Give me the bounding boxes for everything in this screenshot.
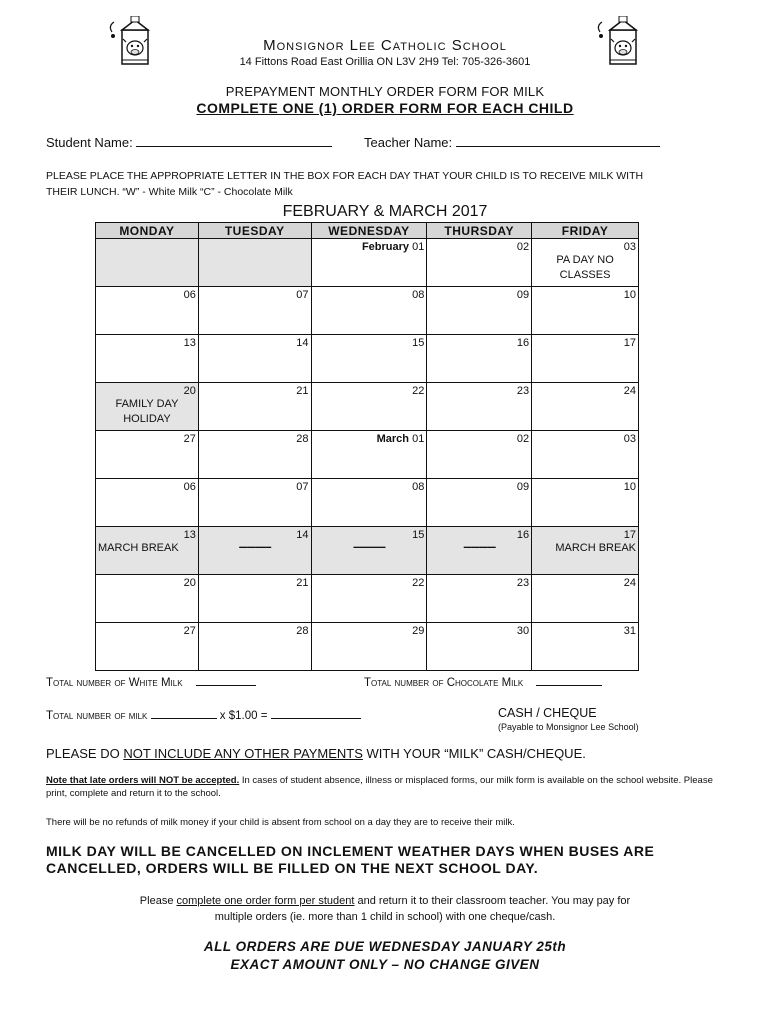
day-number: 08 [412,481,425,493]
calendar-day-cell[interactable] [96,479,199,527]
chocolate-milk-total-field[interactable] [536,673,602,686]
day-number: 02 [516,241,530,253]
form-title: PREPAYMENT MONTHLY ORDER FORM FOR MILK [225,84,545,99]
calendar-day-cell[interactable] [532,479,639,527]
price-label: x $1.00 = [219,710,268,722]
calendar-day-cell[interactable] [96,575,199,623]
late-orders-bold: Note that late orders will NOT be accepted. [46,775,240,786]
day-number: 10 [623,289,636,301]
day-number: 22 [412,385,425,397]
calendar-day-cell[interactable] [311,239,427,287]
day-number: 14 [296,337,309,349]
calendar-day-cell [532,239,639,287]
day-number: 15 [412,529,425,541]
day-number: 13 [183,529,196,541]
complete-pre: Please [139,895,177,907]
calendar-week [96,239,639,287]
late-orders-note [46,774,736,800]
day-number: 09 [516,481,530,493]
day-number: 31 [623,625,636,637]
day-number: 29 [412,625,425,637]
calendar-day-cell[interactable] [311,575,427,623]
march-break-dashes: ------------ [238,541,271,553]
calendar-week [96,575,639,623]
due-line1: ALL ORDERS ARE DUE WEDNESDAY JANUARY 25th [203,939,567,954]
day-number: 06 [183,289,196,301]
calendar-day-cell [427,527,532,575]
day-number: 07 [296,289,309,301]
payable-to: (Payable to Monsignor Lee School) [498,722,639,732]
white-milk-total-row [46,673,256,689]
calendar-week [96,479,639,527]
calendar-day-cell[interactable] [311,623,427,671]
calendar-day-cell[interactable] [532,335,639,383]
instructions [46,168,726,200]
day-number: 27 [183,625,196,637]
payment-method: CASH / CHEQUE [498,706,597,720]
month-label: March [376,433,410,445]
calendar-day-cell [532,527,639,575]
calendar-day-cell [198,239,311,287]
amount-field[interactable] [271,706,361,719]
march-break-dashes: ------------ [352,541,385,553]
day-number: 21 [296,385,309,397]
pa-day-note: PA DAY NO CLASSES [556,254,614,281]
day-number: 01 [412,433,425,445]
calendar-header-row [96,223,639,239]
day-number: 14 [296,529,309,541]
day-number: 20 [183,385,196,397]
day-number: 03 [623,241,636,253]
complete-form-line2: multiple orders (ie. more than 1 child in school) with one cheque/cash. [214,911,556,923]
chocolate-milk-total-label: Total number of Chocolate Milk [364,677,524,689]
calendar-week [96,431,639,479]
milk-total-field[interactable] [151,706,217,719]
calendar-day-cell[interactable] [96,623,199,671]
calendar-day-cell[interactable] [311,335,427,383]
calendar-day-cell[interactable] [427,575,532,623]
day-number: 10 [623,481,636,493]
day-number: 24 [623,385,636,397]
complete-post: and return it to their classroom teacher. You may pay for [354,895,631,907]
day-number: 07 [296,481,309,493]
teacher-name-label: Teacher Name: [364,135,453,150]
day-number: 30 [516,625,530,637]
calendar-day-cell[interactable] [311,479,427,527]
weather-warning: MILK DAY WILL BE CANCELLED ON INCLEMENT WEATHER DAYS WHEN BUSES ARE CANCELLED, ORDERS WILL BE FILLED ON THE NEXT SCHOOL DAY. [46,843,655,876]
calendar-day-cell[interactable] [96,287,199,335]
calendar-day-cell[interactable] [427,623,532,671]
student-name-field[interactable] [136,134,332,147]
march-break-note: MARCH BREAK [555,542,636,554]
calendar-week [96,287,639,335]
calendar-week [96,527,639,575]
march-break-dashes: ------------ [463,541,496,553]
day-number: 21 [296,577,309,589]
calendar-day-cell[interactable] [198,335,311,383]
calendar-day-cell[interactable] [96,431,199,479]
white-milk-total-label: Total number of White Milk [46,677,183,689]
calendar-day-cell[interactable] [96,335,199,383]
day-number: 28 [296,433,309,445]
calendar-day-cell[interactable] [311,431,427,479]
day-number: 23 [516,577,530,589]
calendar-day-cell [198,527,311,575]
day-number: 02 [516,433,530,445]
day-number: 20 [183,577,196,589]
day-header: TUESDAY [198,223,311,239]
milk-total-label: Total number of milk [46,710,148,722]
month-label: February [361,241,410,253]
calendar-day-cell[interactable] [532,575,639,623]
calendar-day-cell[interactable] [427,239,532,287]
day-number: 17 [623,529,636,541]
day-number: 27 [183,433,196,445]
other-payments-note [46,746,586,761]
instructions-line1: PLEASE PLACE THE APPROPRIATE LETTER IN THE BOX FOR EACH DAY THAT YOUR CHILD IS TO RECEIVE MILK WITH [46,170,644,182]
calendar-day-cell[interactable] [198,575,311,623]
calendar-day-cell[interactable] [532,383,639,431]
calendar-day-cell[interactable] [198,623,311,671]
chocolate-milk-total-row [364,673,602,689]
day-header: MONDAY [96,223,199,239]
teacher-name-field[interactable] [456,134,660,147]
other-payments-pre: PLEASE DO [46,746,124,761]
calendar-title: FEBRUARY & MARCH 2017 [282,203,488,220]
form-subtitle: COMPLETE ONE (1) ORDER FORM FOR EACH CHILD [196,100,574,116]
family-day-note: FAMILY DAY HOLIDAY [115,398,179,425]
calendar-day-cell[interactable] [532,287,639,335]
calendar-day-cell[interactable] [532,623,639,671]
order-calendar [95,222,639,671]
day-number: 06 [183,481,196,493]
day-number: 08 [412,289,425,301]
day-header: WEDNESDAY [311,223,427,239]
student-name-row [46,134,332,150]
calendar-day-cell[interactable] [532,431,639,479]
calendar-day-cell[interactable] [427,335,532,383]
day-number: 17 [623,337,636,349]
calendar-day-cell[interactable] [427,479,532,527]
day-header: FRIDAY [532,223,639,239]
white-milk-total-field[interactable] [196,673,256,686]
late-orders-rest: In cases of student absence, illness or misplaced forms, our milk form is available on the school website. Please print, complete and return it to the school. [46,775,713,799]
calendar-day-cell[interactable] [427,383,532,431]
milk-total-row [46,706,361,722]
day-number: 23 [516,385,530,397]
calendar-day-cell [96,527,199,575]
day-number: 24 [623,577,636,589]
day-number: 16 [516,529,530,541]
due-date-note [0,938,770,974]
day-number: 16 [516,337,530,349]
calendar-day-cell[interactable] [198,431,311,479]
day-number: 13 [183,337,196,349]
calendar-day-cell[interactable] [198,287,311,335]
school-name: Monsignor Lee Catholic School [263,37,507,54]
instructions-line2: THEIR LUNCH. “W” - White Milk “C” - Chocolate Milk [46,186,293,198]
student-name-label: Student Name: [46,135,133,150]
calendar-day-cell [96,383,199,431]
school-address: 14 Fittons Road East Orillia ON L3V 2H9 Tel: 705-326-3601 [239,56,531,68]
calendar-week [96,335,639,383]
march-break-note: MARCH BREAK [98,542,179,554]
calendar-day-cell [96,239,199,287]
calendar-day-cell[interactable] [198,479,311,527]
day-number: 22 [412,577,425,589]
calendar-day-cell[interactable] [198,383,311,431]
day-number: 01 [412,241,425,253]
calendar-week [96,383,639,431]
calendar-day-cell[interactable] [311,287,427,335]
complete-underline: complete one order form per student [176,895,355,907]
day-number: 09 [516,289,530,301]
due-line2: EXACT AMOUNT ONLY – NO CHANGE GIVEN [230,957,540,972]
complete-form-line1 [0,893,770,909]
complete-form-note [0,893,770,925]
day-number: 15 [412,337,425,349]
calendar-week [96,623,639,671]
refunds-note: There will be no refunds of milk money if your child is absent from school on a day they are to receive their milk. [46,817,515,828]
day-number: 03 [623,433,636,445]
calendar-day-cell [311,527,427,575]
other-payments-post: WITH YOUR “MILK” CASH/CHEQUE. [362,746,586,761]
calendar-day-cell[interactable] [427,287,532,335]
other-payments-underline: NOT INCLUDE ANY OTHER PAYMENTS [123,746,363,761]
calendar-day-cell[interactable] [311,383,427,431]
calendar-day-cell[interactable] [427,431,532,479]
day-header: THURSDAY [427,223,532,239]
day-number: 28 [296,625,309,637]
teacher-name-row [364,134,660,150]
